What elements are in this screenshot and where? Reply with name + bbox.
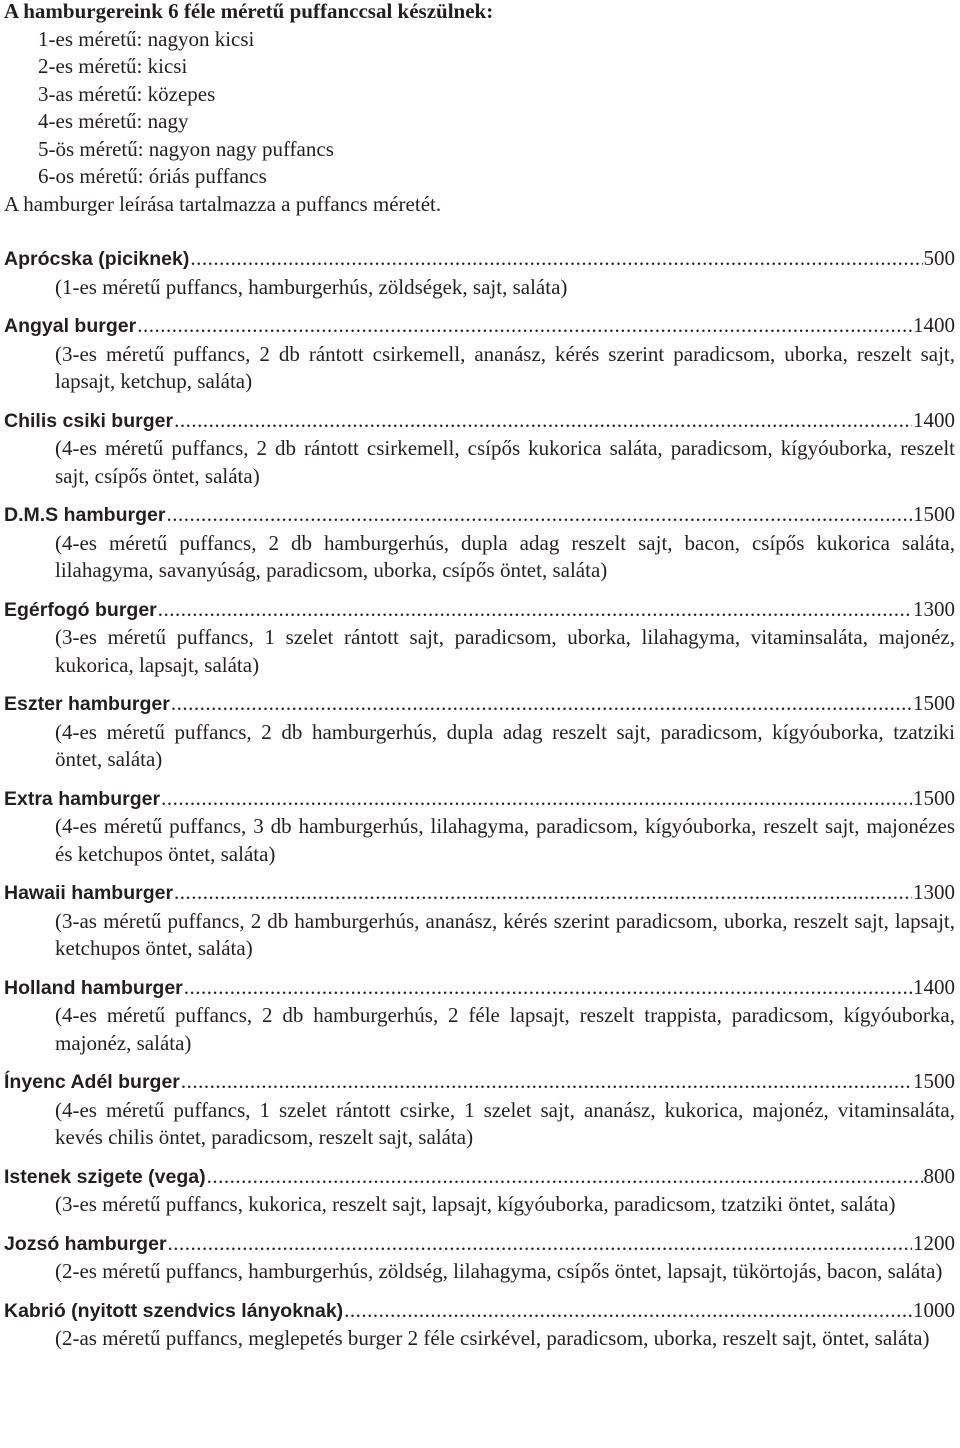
menu-item-header [4, 690, 955, 719]
menu-item-description: (2-es méretű puffancs, hamburgerhús, zöldség, lilahagyma, csípős öntet, lapsajt, tükörtojás, bacon, saláta) [55, 1259, 943, 1283]
menu-item-name: Angyal burger [4, 315, 137, 337]
menu-item-price: 1300 [913, 596, 955, 621]
menu-item-price: 1500 [913, 502, 955, 526]
menu-item [4, 879, 955, 963]
menu-item-description: (2-as méretű puffancs, meglepetés burger 2 féle csirkével, paradicsom, uborka, reszelt sajt, öntet, saláta) [55, 1326, 930, 1350]
menu-item-price: 1500 [913, 1069, 955, 1093]
size-line: 3-as méretű: közepes [38, 81, 216, 106]
intro-title: A hamburgereink 6 féle méretű puffanccsal készülnek: [4, 0, 494, 23]
menu-item-description: (4-es méretű puffancs, 2 db rántott csirkemell, csípős kukorica saláta, paradicsom, kígyóuborka, reszelt sajt, csípős öntet, saláta) [55, 436, 955, 488]
menu-item-header [4, 879, 955, 908]
size-line: 4-es méretű: nagy [38, 109, 189, 133]
menu-item-header [4, 596, 955, 625]
menu-item-description: (4-es méretű puffancs, 2 db hamburgerhús, dupla adag reszelt sajt, bacon, csípős kukorica saláta, lilahagyma, savanyúság, paradicsom, uborka, csípős öntet, saláta) [55, 530, 955, 582]
dot-leader [161, 785, 912, 813]
dot-leader [190, 245, 922, 273]
menu-item [4, 407, 955, 491]
dot-leader [168, 1230, 912, 1258]
menu-item-price: 1000 [913, 1297, 955, 1322]
menu-item [4, 245, 955, 301]
menu-item [4, 974, 955, 1058]
menu-item [4, 501, 955, 585]
size-line: 1-es méretű: nagyon kicsi [38, 26, 255, 51]
dot-leader [344, 1297, 912, 1325]
menu-item-header [4, 501, 955, 530]
dot-leader [174, 407, 912, 435]
menu-item-name: Holland hamburger [4, 976, 183, 999]
dot-leader [181, 1068, 912, 1096]
menu-item-name: Eszter hamburger [4, 693, 170, 715]
menu-item-price: 1500 [913, 691, 955, 715]
size-intro [4, 0, 955, 218]
menu-item-price: 800 [923, 1163, 955, 1188]
menu-item-name: Istenek szigete (vega) [4, 1165, 206, 1188]
menu-item-name: Ínyenc Adél burger [4, 1071, 180, 1093]
burger-menu-list [4, 245, 955, 1353]
menu-item [4, 312, 955, 396]
menu-item-name: Aprócska (piciknek) [4, 248, 190, 270]
dot-leader [171, 690, 912, 718]
menu-item-header [4, 1163, 955, 1192]
menu-item [4, 1230, 955, 1286]
menu-item-header [4, 1297, 955, 1326]
menu-item-name: Kabrió (nyitott szendvics lányoknak) [4, 1299, 344, 1322]
menu-item-price: 1300 [913, 880, 955, 904]
menu-item-name: Extra hamburger [4, 787, 161, 810]
menu-item-price: 1200 [913, 1230, 955, 1255]
menu-item-header [4, 1230, 955, 1259]
menu-item-description: (3-es méretű puffancs, kukorica, reszelt sajt, lapsajt, kígyóuborka, paradicsom, tzatziki öntet, saláta) [55, 1192, 896, 1216]
menu-item-header [4, 312, 955, 341]
menu-item-header [4, 785, 955, 814]
menu-item-description: (4-es méretű puffancs, 2 db hamburgerhús, 2 féle lapsajt, reszelt trappista, paradicsom, kígyóuborka, majonéz, saláta) [55, 1003, 955, 1055]
menu-item-name: D.M.S hamburger [4, 504, 166, 526]
menu-item-description: (4-es méretű puffancs, 3 db hamburgerhús, lilahagyma, paradicsom, kígyóuborka, reszelt sajt, majonézes és ketchupos öntet, saláta) [55, 814, 955, 866]
menu-item-header [4, 974, 955, 1003]
dot-leader [174, 879, 912, 907]
menu-item-description: (3-es méretű puffancs, 1 szelet rántott sajt, paradicsom, uborka, lilahagyma, vitaminsaláta, majonéz, kukorica, lapsajt, saláta) [55, 625, 955, 677]
menu-item-price: 1400 [913, 407, 955, 432]
menu-item-header [4, 245, 955, 274]
menu-item-description: (4-es méretű puffancs, 2 db hamburgerhús, dupla adag reszelt sajt, paradicsom, kígyóuborka, tzatziki öntet, saláta) [55, 719, 955, 771]
menu-item [4, 1163, 955, 1219]
menu-item-name: Jozsó hamburger [4, 1232, 167, 1255]
menu-item [4, 596, 955, 680]
menu-item-price: 1400 [913, 313, 955, 337]
menu-item-price: 500 [923, 246, 955, 270]
menu-item-header [4, 1068, 955, 1097]
menu-item-name: Hawaii hamburger [4, 882, 174, 904]
dot-leader [137, 312, 912, 340]
size-line: 5-ös méretű: nagyon nagy puffancs [38, 136, 334, 161]
menu-item-price: 1500 [913, 785, 955, 810]
menu-item-description: (3-es méretű puffancs, 2 db rántott csirkemell, ananász, kérés szerint paradicsom, uborka, reszelt sajt, lapsajt, ketchup, saláta) [55, 341, 955, 393]
menu-item-name: Chilis csiki burger [4, 409, 174, 432]
menu-item-description: (4-es méretű puffancs, 1 szelet rántott csirke, 1 szelet sajt, ananász, kukorica, majonéz, vitaminsaláta, kevés chilis öntet, paradicsom, reszelt sajt, saláta) [55, 1097, 955, 1149]
size-line: 2-es méretű: kicsi [38, 54, 188, 78]
menu-item [4, 1068, 955, 1152]
menu-item [4, 1297, 955, 1353]
intro-note: A hamburger leírása tartalmazza a puffancs méretét. [4, 191, 442, 216]
menu-item-header [4, 407, 955, 436]
dot-leader [207, 1163, 923, 1191]
menu-item [4, 690, 955, 774]
menu-item-description: (3-as méretű puffancs, 2 db hamburgerhús, ananász, kérés szerint paradicsom, uborka, reszelt sajt, lapsajt, ketchupos öntet, saláta) [55, 908, 955, 960]
menu-item [4, 785, 955, 869]
size-line: 6-os méretű: óriás puffancs [38, 164, 267, 188]
dot-leader [184, 974, 912, 1002]
menu-item-price: 1400 [913, 974, 955, 999]
menu-item-description: (1-es méretű puffancs, hamburgerhús, zöldségek, sajt, saláta) [55, 274, 568, 299]
dot-leader [158, 596, 912, 624]
dot-leader [166, 501, 912, 529]
menu-item-name: Egérfogó burger [4, 598, 157, 621]
